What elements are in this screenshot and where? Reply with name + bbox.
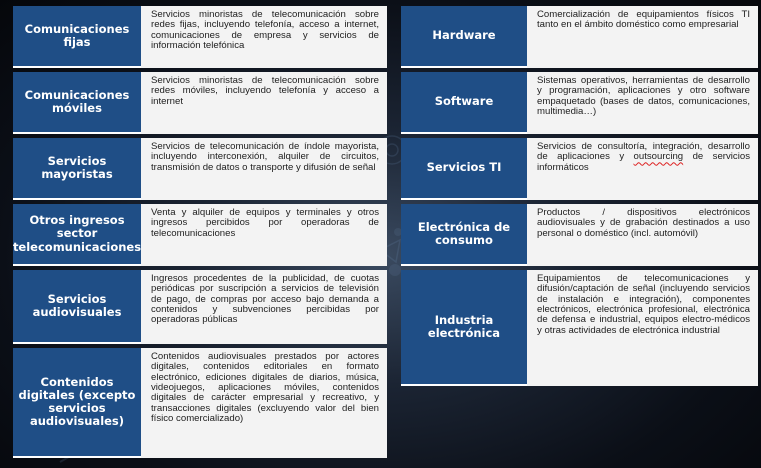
category-label: Electrónica de consumo: [401, 204, 527, 266]
category-label: Comunicaciones móviles: [13, 72, 141, 134]
category-description: Ingresos procedentes de la publicidad, de cuotas periódicas por suscripción a servicios de televisión de pago, de compras por acceso bajo demanda a contenidos y subvenciones percibidas por operadoras públicas: [141, 270, 387, 344]
category-label: Contenidos digitales (excepto servicios audiovisuales): [13, 348, 141, 458]
category-label: Otros ingresos sector telecomunicaciones: [13, 204, 141, 266]
category-label: Comunicaciones fijas: [13, 6, 141, 68]
right-row-electronics-industry: [401, 270, 758, 386]
right-row-consumer-electronics: [401, 204, 758, 266]
spellcheck-flagged-word: outsourcing: [633, 151, 684, 163]
category-label: Software: [401, 72, 527, 134]
category-description: Venta y alquiler de equipos y terminales y otros ingresos percibidos por operadoras de telecomunicaciones: [141, 204, 387, 266]
category-description: Sistemas operativos, herramientas de desarrollo y programación, aplicaciones y otro software empaquetado (bases de datos, comunicaciones, multimedia…): [527, 72, 758, 134]
left-row-digital-content: [13, 348, 387, 458]
left-row-mobile-communications: [13, 72, 387, 134]
right-row-hardware: [401, 6, 758, 68]
category-description: Equipamientos de telecomunicaciones y difusión/captación de señal (incluyendo servicios de instalación e integración), componentes electrónicos, electrónica profesional, electrónica de defensa e industrial, equipos electro-médicos y otras actividades de electrónica industrial: [527, 270, 758, 386]
category-label: Servicios TI: [401, 138, 527, 200]
category-description: Servicios de telecomunicación de índole mayorista, incluyendo interconexión, alquiler de circuitos, transmisión de datos o transporte y difusión de señal: [141, 138, 387, 200]
left-row-fixed-communications: [13, 6, 387, 68]
description-text-start: Servicios de consultoría, integración, desarrollo de aplicaciones y: [537, 141, 750, 163]
description-text-end: de servicios informáticos: [537, 151, 750, 173]
category-label: Servicios mayoristas: [13, 138, 141, 200]
right-row-software: [401, 72, 758, 134]
category-description: Productos / dispositivos electrónicos audiovisuales y de grabación destinados a uso personal o doméstico (incl. automóvil): [527, 204, 758, 266]
category-description: [527, 138, 758, 200]
category-description: Servicios minoristas de telecomunicación sobre redes fijas, incluyendo telefonía, acceso a internet, comunicaciones de empresa y servicios de información telefónica: [141, 6, 387, 68]
category-description: Servicios minoristas de telecomunicación sobre redes móviles, incluyendo telefonía y acceso a internet: [141, 72, 387, 134]
left-row-wholesale-services: [13, 138, 387, 200]
category-description: Contenidos audiovisuales prestados por actores digitales, contenidos editoriales en formato electrónico, ediciones digitales de diarios, música, videojuegos, aplicaciones móviles, contenidos digitales de carácter empresarial y recreativo, y transacciones digitales (excluyendo valor del bien físico comercializado): [141, 348, 387, 458]
category-label: Servicios audiovisuales: [13, 270, 141, 344]
right-row-it-services: [401, 138, 758, 200]
category-description: Comercialización de equipamientos físicos TI tanto en el ámbito doméstico como empresarial: [527, 6, 758, 68]
category-label: Hardware: [401, 6, 527, 68]
left-row-other-telecom-income: [13, 204, 387, 266]
left-row-audiovisual-services: [13, 270, 387, 344]
category-label: Industria electrónica: [401, 270, 527, 386]
